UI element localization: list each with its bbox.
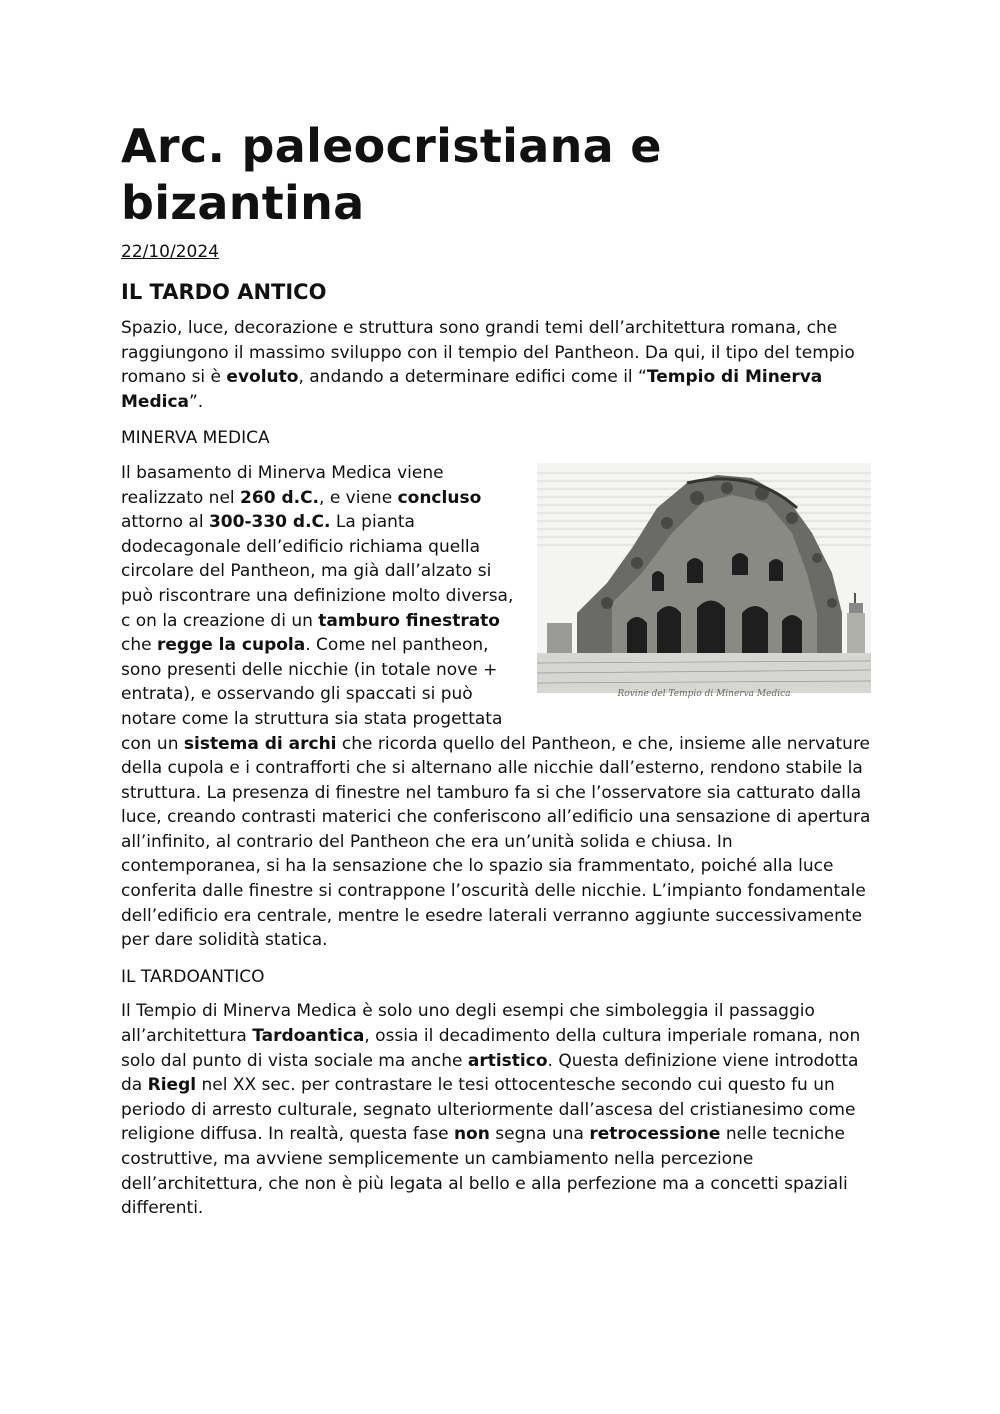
ruin-engraving-illustration [537,463,871,693]
document-title: Arc. paleocristiana e bizantina [121,119,662,230]
subsection-label: IL TARDOANTICO [121,966,265,987]
engraving-image [537,463,871,707]
document-date: 22/10/2024 [121,242,219,262]
document-page [121,118,877,1221]
intro-paragraph: Spazio, luce, decorazione e struttura sono grandi temi dell’architettura romana, che raggiungono il massimo sviluppo con il tempio del Pantheon. Da qui, il tipo del tempio romano si è evoluto, andando a determinare edifici come il “Tempio di Minerva Medica”. [121,318,855,412]
minerva-paragraph: Rovine del Tempio di Minerva Medica Il basamento di Minerva Medica viene realizzato nel 260 d.C., e viene concluso attorno al 300-330 d.C. La pianta dodecagonale dell’edificio richiama quella circolare del Pantheon, ma già dall’alzato si può riscontrare una definizione molto diversa, c on la creazione di un tamburo finestrato che regge la cupola. Come nel pantheon, sono presenti delle nicchie (in totale nove + entrata), e osservando gli spaccati si può notare come la struttura sia stata progettata con un sistema di archi che ricorda quello del Pantheon, e che, insieme alle nervature della cupola e i contrafforti che si alternano alle nicchie dall’esterno, rendono stabile la struttura. La presenza di finestre nel tamburo fa si che l’osservatore sia catturato dalla luce, creando contrasti materici che conferiscono all’edificio una sensazione di apertura all’infinito, al contrario del Pantheon che era un’unità solida e chiusa. In contemporanea, si ha la sensazione che lo spazio sia frammentato, poiché alla luce conferita dalle finestre si contrappone l’oscurità delle nicchie. L’impianto fondamentale dell’edificio era centrale, mentre le esedre laterali verranno aggiunte successivamente per dare solidità statica. [121,462,871,951]
subsection-label: MINERVA MEDICA [121,428,270,449]
section-heading: IL TARDO ANTICO [121,280,327,304]
image-caption: Rovine del Tempio di Minerva Medica [617,689,791,700]
tardoantico-paragraph: Il Tempio di Minerva Medica è solo uno degli esempi che simboleggia il passaggio all’architettura Tardoantica, ossia il decadimento della cultura imperiale romana, non solo dal punto di vista sociale ma anche artistico. Questa definizione viene introdotta da Riegl nel XX sec. per contrastare le tesi ottocentesche secondo cui questo fu un periodo di arresto culturale, segnato ulteriormente dall’ascesa del cristianesimo come religione diffusa. In realtà, questa fase non segna una retrocessione nelle tecniche costruttive, ma avviene semplicemente un cambiamento nella percezione dell’architettura, che non è più legata al bello e alla perfezione ma a concetti spaziali differenti. [121,1001,861,1219]
